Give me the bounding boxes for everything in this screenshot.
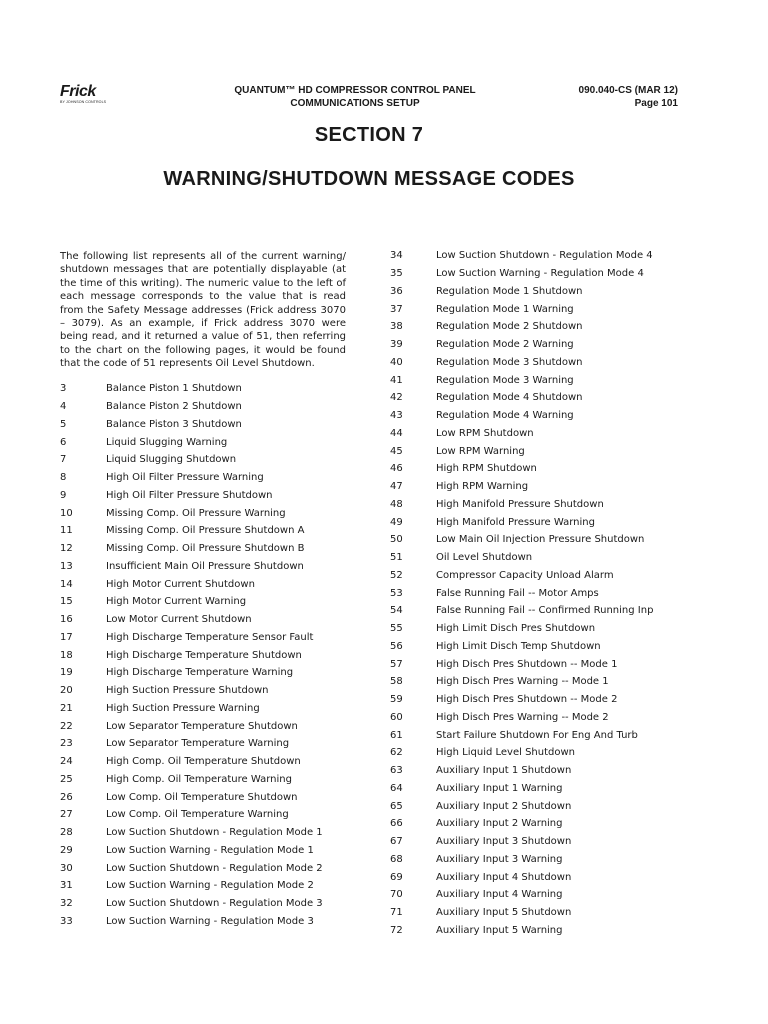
code-message: High Oil Filter Pressure Shutdown — [106, 489, 273, 501]
code-number: 56 — [390, 640, 403, 652]
message-code-row — [60, 771, 360, 789]
document-number: 090.040-CS (MAR 12) — [578, 85, 678, 96]
message-code-row — [390, 336, 690, 354]
message-code-row — [390, 620, 690, 638]
code-number: 57 — [390, 658, 403, 670]
message-code-row — [60, 646, 360, 664]
code-number: 11 — [60, 525, 73, 537]
code-message: Low Suction Shutdown - Regulation Mode 1 — [106, 827, 323, 839]
document-title-line2: COMMUNICATIONS SETUP — [290, 98, 420, 109]
code-number: 61 — [390, 729, 403, 741]
message-code-row — [390, 744, 690, 762]
document-reference — [579, 84, 678, 110]
code-number: 29 — [60, 844, 73, 856]
message-code-row — [60, 895, 360, 913]
code-message: Balance Piston 2 Shutdown — [106, 401, 242, 413]
code-message: Auxiliary Input 1 Shutdown — [436, 765, 572, 777]
code-message: Balance Piston 3 Shutdown — [106, 418, 242, 430]
code-message: Low RPM Warning — [436, 445, 525, 457]
message-code-row — [390, 815, 690, 833]
message-code-row — [390, 797, 690, 815]
message-code-row — [390, 584, 690, 602]
code-message: High Disch Pres Shutdown -- Mode 2 — [436, 694, 618, 706]
code-message: High Disch Pres Warning -- Mode 1 — [436, 676, 609, 688]
code-message: High Limit Disch Pres Shutdown — [436, 623, 596, 635]
message-code-row — [390, 513, 690, 531]
code-number: 38 — [390, 321, 403, 333]
code-number: 46 — [390, 463, 403, 475]
code-message: Liquid Slugging Warning — [106, 436, 228, 448]
code-message: High Suction Pressure Shutdown — [106, 685, 269, 697]
code-message: Missing Comp. Oil Pressure Warning — [106, 507, 286, 519]
code-number: 53 — [390, 587, 403, 599]
code-message: Missing Comp. Oil Pressure Shutdown B — [106, 543, 305, 555]
code-message: High Motor Current Warning — [106, 596, 247, 608]
code-number: 20 — [60, 685, 73, 697]
code-message: Low Suction Shutdown - Regulation Mode 3 — [106, 898, 323, 910]
intro-paragraph: The following list represents all of the current warning/ shutdown messages that are potentially displayable (at the time of this writing). The numeric value to the left of each message corresponds to the value that is read from the Safety Message addresses (Frick address 3070 – 3079). As an example, if Frick address 3070 were being read, and it returned a value of 51, then referring to the chart on the following pages, it would be found that the code of 51 represents Oil Level Shutdown. — [60, 251, 346, 370]
message-code-row — [390, 496, 690, 514]
message-code-row — [390, 425, 690, 443]
code-message: Regulation Mode 1 Shutdown — [436, 285, 583, 297]
code-number: 67 — [390, 836, 403, 848]
message-code-row — [390, 602, 690, 620]
code-message: Low Suction Warning - Regulation Mode 2 — [106, 880, 314, 892]
code-number: 51 — [390, 552, 403, 564]
code-message: High Limit Disch Temp Shutdown — [436, 640, 601, 652]
message-code-row — [390, 691, 690, 709]
code-number: 49 — [390, 516, 403, 528]
message-code-row — [390, 851, 690, 869]
message-code-row — [60, 859, 360, 877]
code-number: 12 — [60, 543, 73, 555]
message-code-row — [390, 478, 690, 496]
code-number: 7 — [60, 454, 67, 466]
code-message: Balance Piston 1 Shutdown — [106, 383, 242, 395]
code-message: Regulation Mode 4 Warning — [436, 410, 574, 422]
code-message: Auxiliary Input 3 Shutdown — [436, 836, 572, 848]
message-code-row — [390, 868, 690, 886]
message-code-row — [60, 842, 360, 860]
code-message: Low Separator Temperature Shutdown — [106, 720, 298, 732]
code-message: Start Failure Shutdown For Eng And Turb — [436, 729, 638, 741]
section-title: SECTION 7 — [314, 124, 424, 146]
message-code-row — [60, 522, 360, 540]
message-code-row — [60, 682, 360, 700]
message-code-row — [390, 283, 690, 301]
message-code-row — [60, 717, 360, 735]
code-number: 31 — [60, 880, 73, 892]
message-code-row — [390, 780, 690, 798]
code-number: 21 — [60, 702, 73, 714]
message-code-row — [60, 558, 360, 576]
code-message: High Comp. Oil Temperature Warning — [106, 773, 292, 785]
code-number: 18 — [60, 649, 73, 661]
code-message: Low Suction Warning - Regulation Mode 3 — [106, 915, 314, 927]
message-code-row — [60, 504, 360, 522]
code-number: 15 — [60, 596, 73, 608]
document-title-line1: QUANTUM™ HD COMPRESSOR CONTROL PANEL — [234, 85, 476, 96]
code-message: High Disch Pres Warning -- Mode 2 — [436, 711, 609, 723]
message-code-row — [60, 575, 360, 593]
message-code-row — [60, 380, 360, 398]
message-code-row — [60, 753, 360, 771]
message-code-row — [60, 788, 360, 806]
message-code-row — [390, 673, 690, 691]
message-code-row — [60, 806, 360, 824]
code-message: False Running Fail -- Motor Amps — [436, 587, 599, 599]
code-message: Low Comp. Oil Temperature Shutdown — [106, 791, 298, 803]
code-message: Oil Level Shutdown — [436, 552, 533, 564]
code-number: 54 — [390, 605, 403, 617]
code-number: 47 — [390, 481, 403, 493]
document-title — [225, 84, 485, 110]
message-code-row — [390, 904, 690, 922]
code-list-left — [60, 380, 360, 930]
logo-word: Frick — [60, 83, 96, 100]
message-code-row — [390, 460, 690, 478]
code-message: Auxiliary Input 3 Warning — [436, 853, 563, 865]
code-number: 36 — [390, 285, 403, 297]
code-number: 58 — [390, 676, 403, 688]
message-code-row — [390, 833, 690, 851]
code-message: Regulation Mode 3 Warning — [436, 374, 574, 386]
message-code-row — [60, 540, 360, 558]
code-number: 71 — [390, 907, 403, 919]
message-code-row — [60, 700, 360, 718]
message-code-row — [60, 877, 360, 895]
message-code-row — [390, 318, 690, 336]
message-code-row — [60, 469, 360, 487]
code-message: Low Suction Warning - Regulation Mode 1 — [106, 844, 314, 856]
code-message: Auxiliary Input 2 Shutdown — [436, 800, 572, 812]
logo-subtitle: BY JOHNSON CONTROLS — [60, 100, 107, 104]
code-message: Insufficient Main Oil Pressure Shutdown — [106, 560, 304, 572]
message-code-row — [60, 913, 360, 931]
code-message: Regulation Mode 3 Shutdown — [436, 356, 583, 368]
code-number: 8 — [60, 472, 67, 484]
code-number: 10 — [60, 507, 73, 519]
code-message: Auxiliary Input 5 Warning — [436, 924, 563, 936]
message-code-row — [60, 611, 360, 629]
code-message: Low RPM Shutdown — [436, 427, 534, 439]
message-code-row — [60, 735, 360, 753]
code-message: Missing Comp. Oil Pressure Shutdown A — [106, 525, 305, 537]
code-number: 69 — [390, 871, 403, 883]
message-code-row — [60, 451, 360, 469]
code-message: High Comp. Oil Temperature Shutdown — [106, 756, 301, 768]
code-message: High Discharge Temperature Warning — [106, 667, 294, 679]
code-message: Regulation Mode 2 Shutdown — [436, 321, 583, 333]
code-number: 4 — [60, 401, 67, 413]
message-code-row — [60, 664, 360, 682]
message-code-row — [390, 726, 690, 744]
message-code-row — [60, 593, 360, 611]
code-message: Auxiliary Input 4 Warning — [436, 889, 563, 901]
message-code-row — [390, 638, 690, 656]
code-number: 59 — [390, 694, 403, 706]
message-code-row — [390, 886, 690, 904]
message-code-row — [60, 824, 360, 842]
code-message: Auxiliary Input 4 Shutdown — [436, 871, 572, 883]
code-number: 41 — [390, 374, 403, 386]
code-number: 13 — [60, 560, 73, 572]
message-code-row — [390, 531, 690, 549]
code-number: 19 — [60, 667, 73, 679]
code-number: 44 — [390, 427, 403, 439]
code-number: 65 — [390, 800, 403, 812]
code-number: 55 — [390, 623, 403, 635]
code-number: 5 — [60, 418, 67, 430]
frick-logo — [60, 84, 112, 105]
message-code-row — [60, 433, 360, 451]
message-code-row — [390, 762, 690, 780]
code-number: 25 — [60, 773, 73, 785]
code-message: High RPM Shutdown — [436, 463, 537, 475]
code-message: Regulation Mode 1 Warning — [436, 303, 574, 315]
code-message: High Motor Current Shutdown — [106, 578, 255, 590]
code-message: High Manifold Pressure Shutdown — [436, 498, 604, 510]
code-number: 45 — [390, 445, 403, 457]
message-code-row — [390, 709, 690, 727]
message-code-row — [390, 549, 690, 567]
code-number: 26 — [60, 791, 73, 803]
code-number: 64 — [390, 782, 403, 794]
code-number: 43 — [390, 410, 403, 422]
code-message: Compressor Capacity Unload Alarm — [436, 569, 614, 581]
code-message: Low Comp. Oil Temperature Warning — [106, 809, 289, 821]
code-message: Low Suction Warning - Regulation Mode 4 — [436, 268, 644, 280]
code-number: 28 — [60, 827, 73, 839]
code-message: High Discharge Temperature Sensor Fault — [106, 631, 314, 643]
code-number: 3 — [60, 383, 67, 395]
code-number: 37 — [390, 303, 403, 315]
code-message: Auxiliary Input 1 Warning — [436, 782, 563, 794]
code-number: 17 — [60, 631, 73, 643]
code-message: False Running Fail -- Confirmed Running Inp — [436, 605, 654, 617]
code-number: 68 — [390, 853, 403, 865]
message-code-row — [390, 300, 690, 318]
code-message: Auxiliary Input 5 Shutdown — [436, 907, 572, 919]
code-number: 22 — [60, 720, 73, 732]
code-number: 9 — [60, 489, 67, 501]
code-message: High Suction Pressure Warning — [106, 702, 260, 714]
code-message: Regulation Mode 2 Warning — [436, 339, 574, 351]
code-message: Liquid Slugging Shutdown — [106, 454, 237, 466]
code-number: 32 — [60, 898, 73, 910]
message-code-row — [390, 655, 690, 673]
code-number: 40 — [390, 356, 403, 368]
code-number: 33 — [60, 915, 73, 927]
code-number: 50 — [390, 534, 403, 546]
code-number: 66 — [390, 818, 403, 830]
code-list-right — [390, 247, 690, 939]
message-code-row — [390, 567, 690, 585]
code-number: 16 — [60, 614, 73, 626]
message-code-row — [390, 265, 690, 283]
code-number: 39 — [390, 339, 403, 351]
code-number: 23 — [60, 738, 73, 750]
code-message: High Manifold Pressure Warning — [436, 516, 595, 528]
message-code-row — [390, 354, 690, 372]
code-number: 30 — [60, 862, 73, 874]
code-number: 27 — [60, 809, 73, 821]
message-code-row — [60, 629, 360, 647]
code-message: High RPM Warning — [436, 481, 529, 493]
message-code-row — [390, 407, 690, 425]
message-code-row — [60, 487, 360, 505]
code-number: 6 — [60, 436, 67, 448]
code-number: 34 — [390, 250, 403, 262]
code-message: Low Suction Shutdown - Regulation Mode 2 — [106, 862, 323, 874]
code-message: Low Separator Temperature Warning — [106, 738, 290, 750]
code-number: 52 — [390, 569, 403, 581]
code-message: Regulation Mode 4 Shutdown — [436, 392, 583, 404]
code-number: 63 — [390, 765, 403, 777]
message-code-row — [390, 247, 690, 265]
code-message: High Liquid Level Shutdown — [436, 747, 576, 759]
code-message: Low Main Oil Injection Pressure Shutdown — [436, 534, 645, 546]
message-code-row — [60, 416, 360, 434]
code-message: Low Motor Current Shutdown — [106, 614, 252, 626]
code-message: High Disch Pres Shutdown -- Mode 1 — [436, 658, 618, 670]
message-code-row — [390, 922, 690, 940]
page-title: WARNING/SHUTDOWN MESSAGE CODES — [163, 168, 575, 190]
code-message: High Discharge Temperature Shutdown — [106, 649, 302, 661]
message-code-row — [390, 442, 690, 460]
code-number: 60 — [390, 711, 403, 723]
code-number: 42 — [390, 392, 403, 404]
message-code-row — [390, 371, 690, 389]
code-number: 70 — [390, 889, 403, 901]
code-message: Low Suction Shutdown - Regulation Mode 4 — [436, 250, 653, 262]
code-number: 24 — [60, 756, 73, 768]
code-number: 72 — [390, 924, 403, 936]
code-number: 48 — [390, 498, 403, 510]
code-message: Auxiliary Input 2 Warning — [436, 818, 563, 830]
message-code-row — [390, 389, 690, 407]
page-number: Page 101 — [634, 98, 678, 109]
code-number: 35 — [390, 268, 403, 280]
code-message: High Oil Filter Pressure Warning — [106, 472, 264, 484]
message-code-row — [60, 398, 360, 416]
code-number: 62 — [390, 747, 403, 759]
code-number: 14 — [60, 578, 73, 590]
